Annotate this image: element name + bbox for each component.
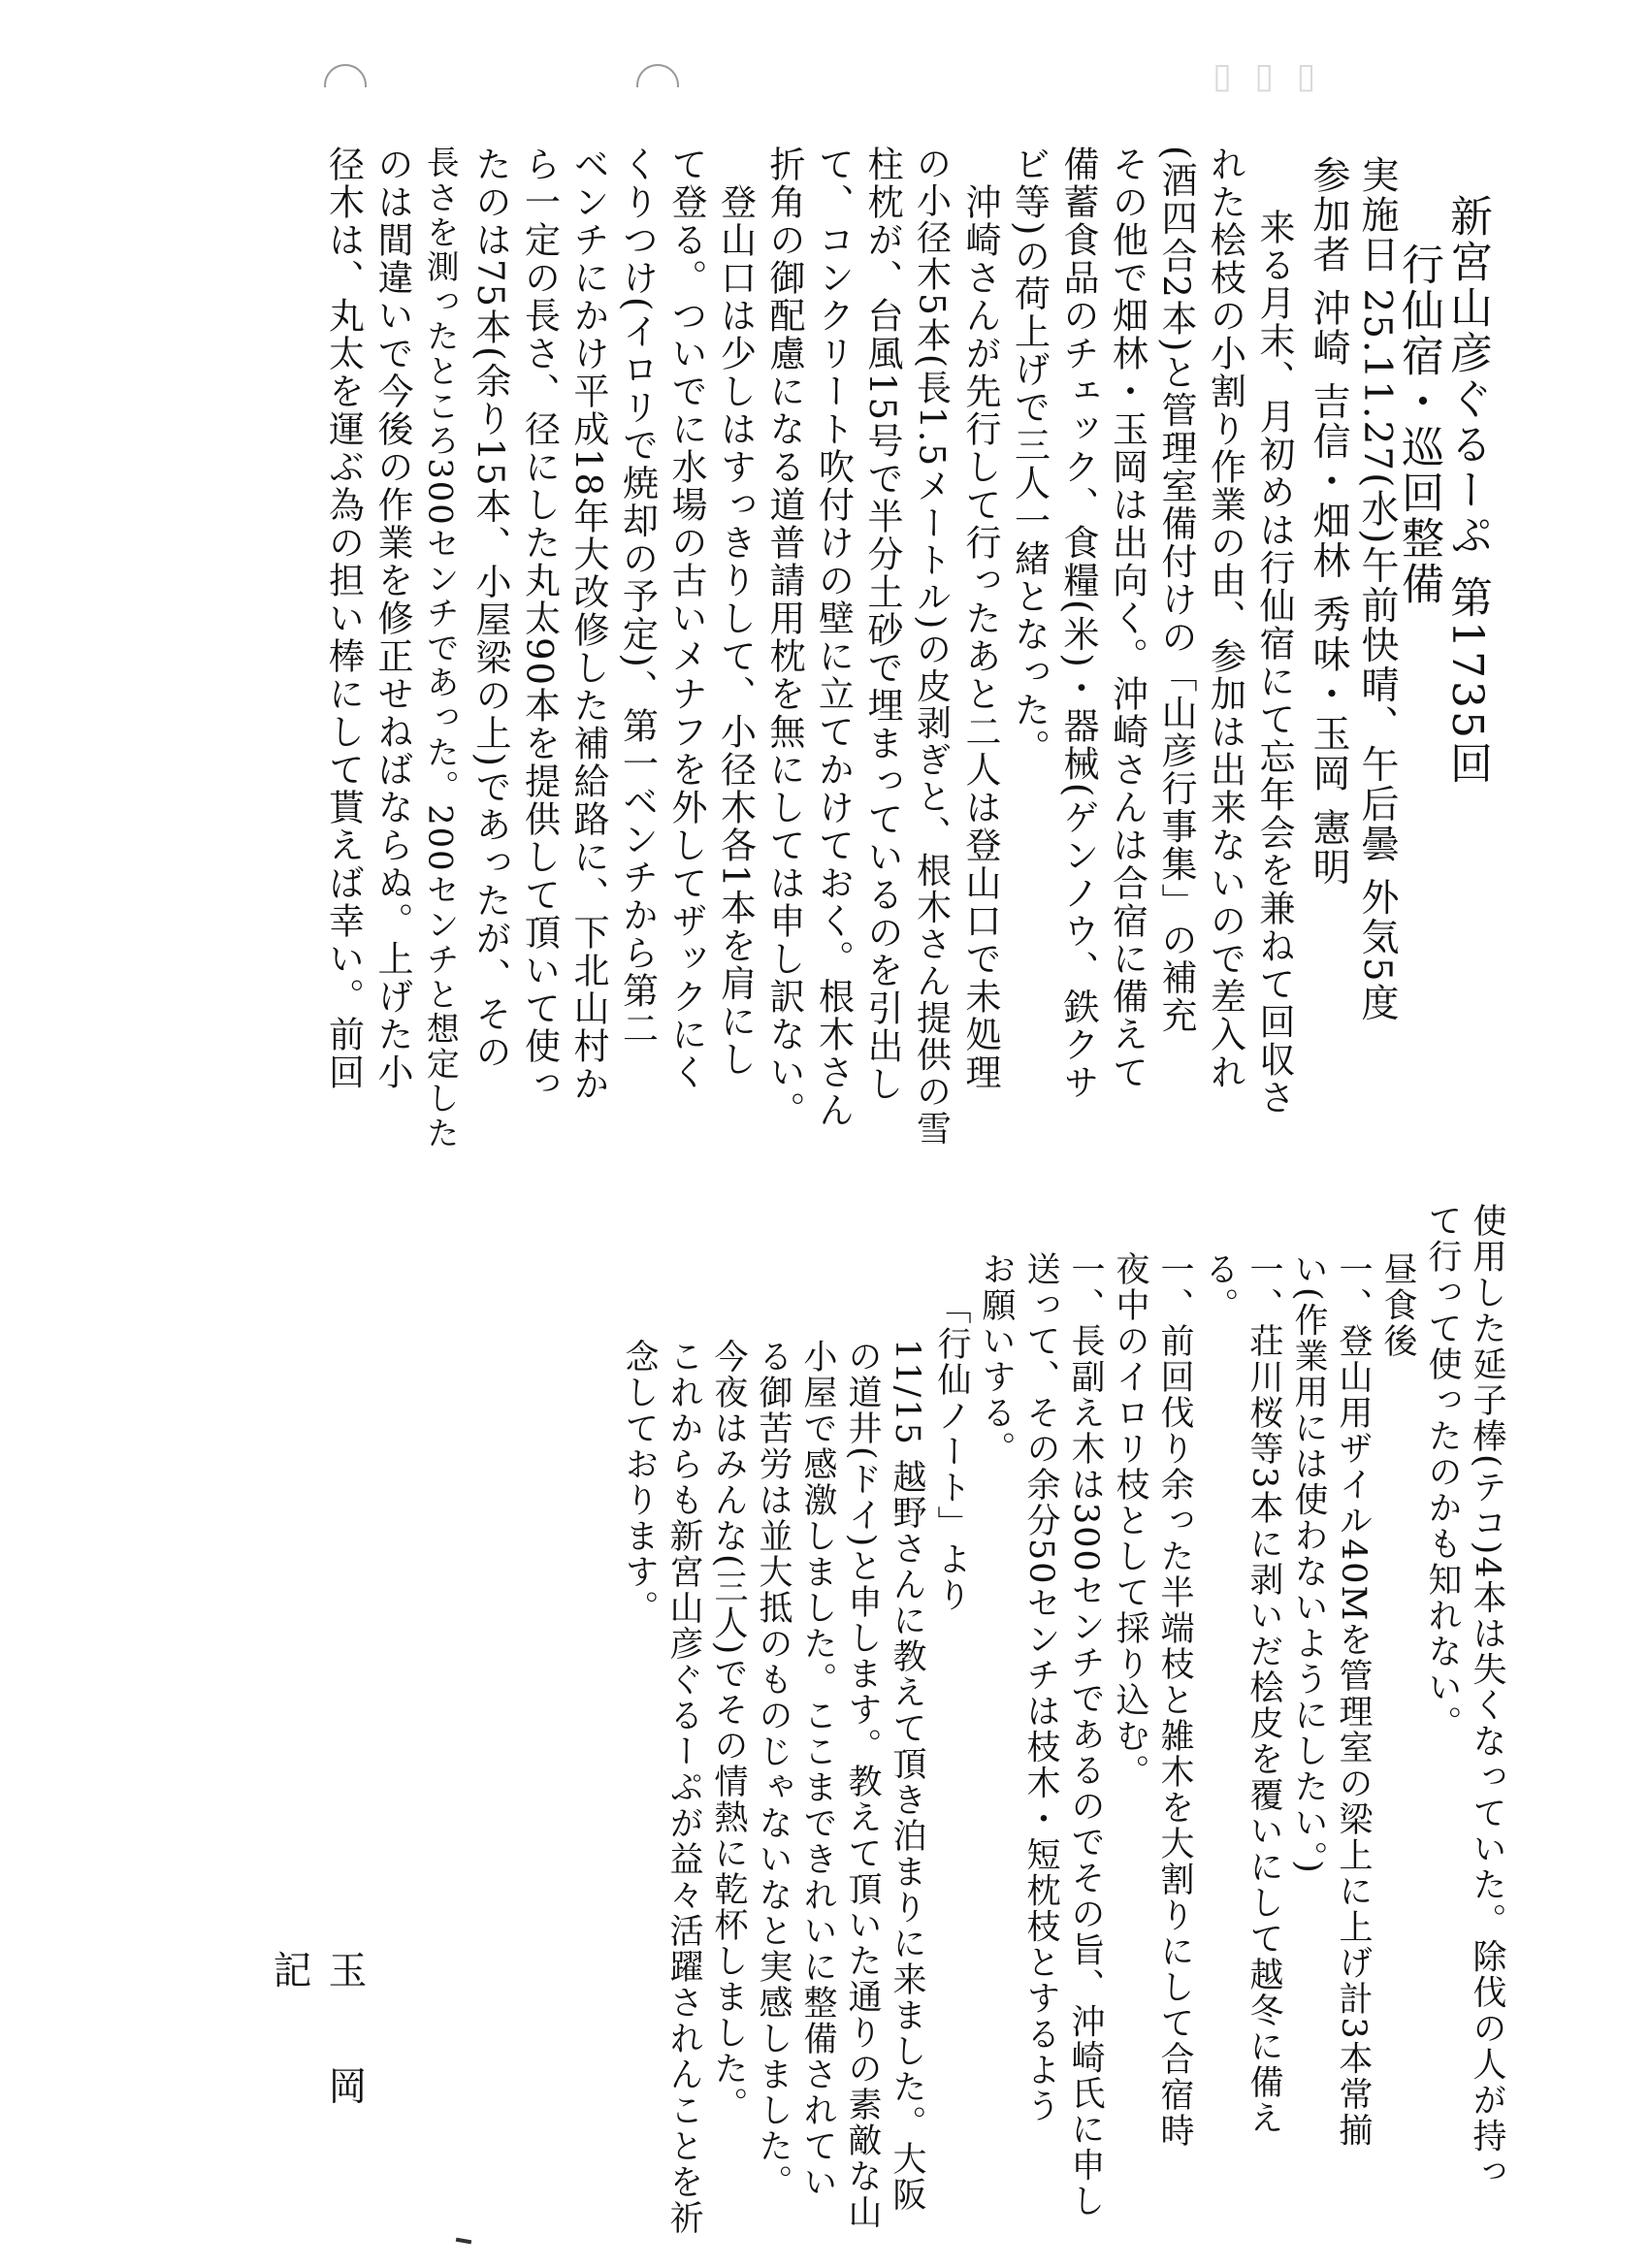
body-upper-line: の小径木5本(長1.5メートル)の皮剥ぎと、根木さん提供の雪 bbox=[911, 146, 952, 1148]
body-lower-line: る。 bbox=[1200, 1251, 1239, 1323]
body-lower-line: これからも新宮山彦ぐるーぷが益々活躍されんことを祈 bbox=[664, 1339, 703, 2236]
body-upper-line: (酒四合2本)と管理室備付けの「山彦行事集」の補充 bbox=[1155, 146, 1197, 1035]
body-upper-line: 柱枕が、台風15号で半分土砂で埋まっているのを引出し bbox=[861, 146, 903, 1104]
body-upper-line: 登山口は少しはすっきりして、小径木各1本を肩にし bbox=[714, 146, 757, 1079]
title-line-2: 行仙宿・巡回整備 bbox=[1394, 243, 1443, 607]
body-upper-line: 来る月末、月初めは行仙宿にて忘年会を兼ねて回収さ bbox=[1253, 209, 1295, 1117]
body-upper-line: 長さを測ったところ300センチであった。200センチと想定した bbox=[421, 146, 460, 1151]
body-upper-line: て、コンクリート吹付けの壁に立てかけておく。根木さん bbox=[812, 146, 855, 1129]
body-lower-line: い(作業用には使わないようにしたい。) bbox=[1289, 1251, 1328, 1875]
body-upper-line: たのは75本(余り15本、小屋梁の上)であったが、その bbox=[469, 146, 511, 1072]
body-lower-line: の道井(ドイ)と申します。教えて頂いた通りの素敵な山 bbox=[843, 1339, 882, 2231]
signature: 玉岡 記 bbox=[267, 1950, 367, 2183]
body-upper-line: その他で畑林・玉岡は出向く。沖崎さんは合宿に備えて bbox=[1106, 146, 1148, 1091]
body-lower-line: 送って、その余分50センチは枝木・短枕枝とするよう bbox=[1021, 1251, 1060, 2124]
body-upper-line: 径木は、丸太を運ぶ為の担い棒にして貰えば幸い。前回 bbox=[322, 146, 365, 1091]
body-upper-line: ビ等)の荷上げで三人一緒となった。 bbox=[1008, 146, 1051, 767]
body-upper-line: れた桧枝の小割り作業の由、参加は出来ないので差入れ bbox=[1204, 146, 1246, 1091]
body-lower-line: 一、長副え木は300センチであるのでその旨、沖崎氏に申し bbox=[1066, 1251, 1105, 2219]
body-lower-line: 一、前回伐り余った半端枝と雑木を大割りにして合宿時 bbox=[1155, 1251, 1194, 2149]
body-lower-line: 11/15 越野さんに教えて頂き泊まりに来ました。大阪 bbox=[888, 1339, 926, 2213]
body-lower-line: 念しております。 bbox=[620, 1339, 659, 1626]
title-line-1: 新宮山彦ぐるーぷ 第1735回 bbox=[1442, 194, 1492, 787]
body-lower-line: 夜中のイロリ枝として採り込む。 bbox=[1111, 1251, 1149, 1790]
body-lower-line: 一、登山用ザイル40Mを管理室の梁上に上げ計3本常揃 bbox=[1334, 1251, 1373, 2149]
body-upper-line: くりつけ(イロリで焼却の予定)、第一ベンチから第二 bbox=[616, 146, 659, 1048]
body-lower-line: 昼食後 bbox=[1378, 1251, 1417, 1359]
body-lower-line: 一、荘川桜等3本に剥いだ桧皮を覆いにして越冬に備え bbox=[1245, 1251, 1283, 2137]
body-upper-line: 折角の御配慮になる道普請用枕を無にしては申し訳ない。 bbox=[763, 146, 805, 1129]
date-line: 実施日 25.11.27(水)午前快晴、午后曇 外気5度 bbox=[1355, 155, 1399, 1023]
body-lower-line: 使用した延子棒(テコ)4本は失くなっていた。除伐の人が持っ bbox=[1468, 1203, 1506, 2190]
body-lower-line: て行って使ったのかも知れない。 bbox=[1423, 1203, 1462, 1741]
body-upper-line: ベンチにかけ平成18年大改修した補給路に、下北山村か bbox=[567, 146, 609, 1104]
body-lower-line: 小屋で感激しました。ここまできれいに整備されてい bbox=[798, 1339, 837, 2200]
body-upper-line: 沖崎さんが先行して行ったあと二人は登山口で未処理 bbox=[959, 146, 1001, 1091]
faint-stamp-mark: ▯ ▯ ▯ bbox=[1212, 56, 1322, 96]
body-lower-line: 「行仙ノート」より bbox=[932, 1290, 971, 1613]
body-upper-line: のは間違いで今後の作業を修正せねばならぬ。上げた小 bbox=[372, 146, 413, 1091]
body-lower-line: お願いする。 bbox=[977, 1251, 1016, 1467]
body-upper-line: ら一定の長さ、径にした丸太90本を提供して頂いて使っ bbox=[518, 146, 561, 1104]
body-upper-line: て登る。ついでに水場の古いメナフを外してザックにく bbox=[665, 146, 707, 1091]
body-lower-line: る御苦労は並大抵のものじゃないなと実感しました。 bbox=[754, 1339, 792, 2200]
body-upper-line: 備蓄食品のチェック、食糧(米)・器械(ゲンノウ、鉄クサ bbox=[1057, 146, 1099, 1102]
punch-hole-left bbox=[324, 64, 367, 87]
participants-line: 参加者 沖崎 吉信・畑林 秀味・玉岡 憲明 bbox=[1307, 155, 1350, 888]
punch-hole-right bbox=[636, 64, 679, 87]
body-lower-line: 今夜はみんな(三人)でその情熱に乾杯しました。 bbox=[709, 1339, 748, 2123]
stray-mark bbox=[456, 2238, 471, 2245]
